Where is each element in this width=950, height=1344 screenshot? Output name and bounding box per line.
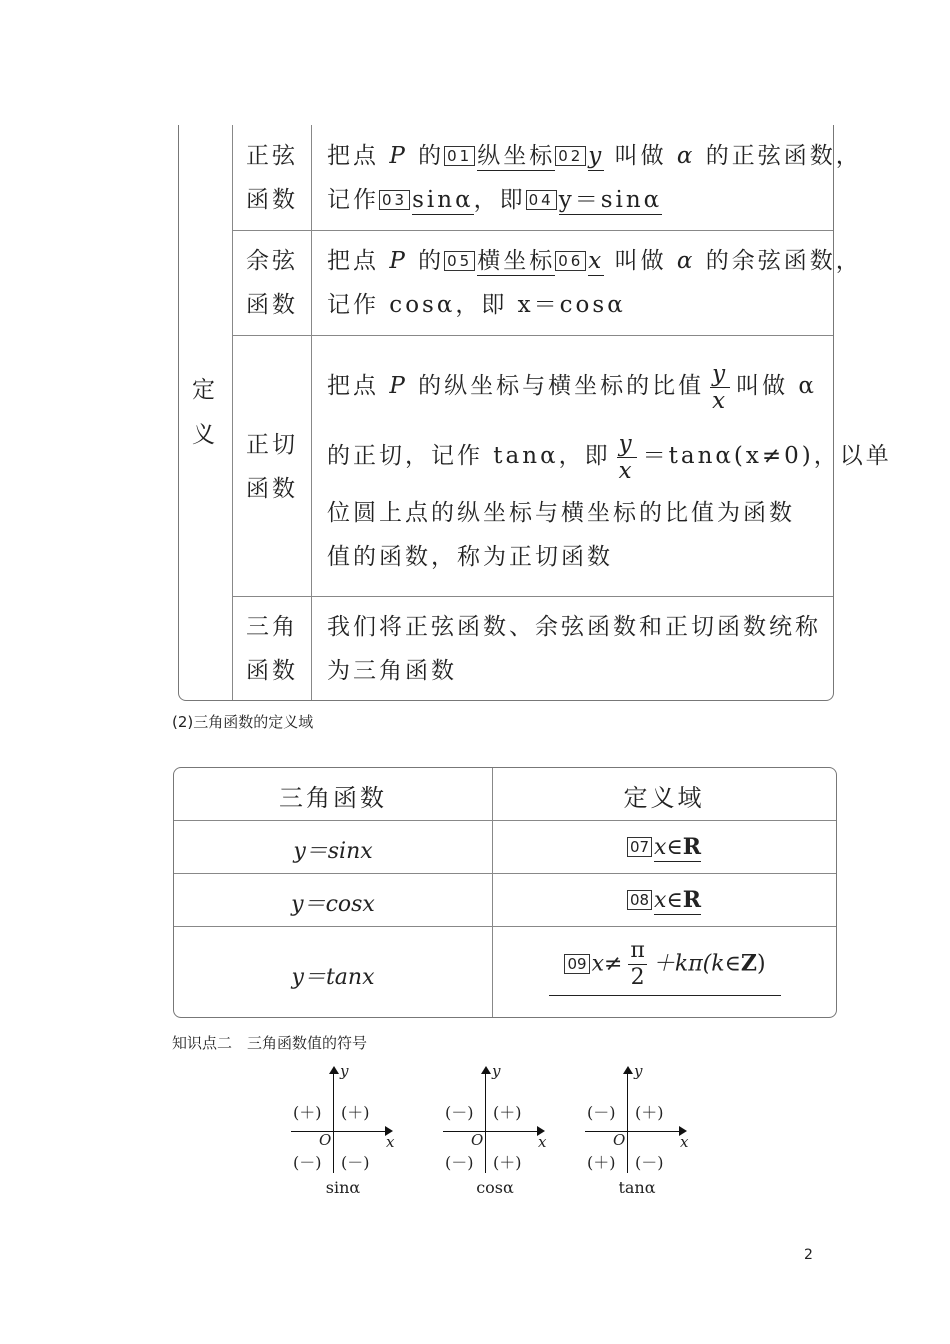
answer: x≠ xyxy=(591,951,623,977)
term-line: 余弦 xyxy=(246,248,298,274)
y-axis xyxy=(485,1070,486,1173)
answer: y＝sinα xyxy=(558,187,663,213)
sign-figures xyxy=(283,1058,703,1203)
desc-line xyxy=(327,239,862,283)
cosine-definition xyxy=(327,239,862,327)
column-divider xyxy=(311,125,312,700)
quadrant-1-sign: (＋) xyxy=(341,1103,370,1122)
row-divider xyxy=(174,820,836,821)
term-line: 函数 xyxy=(246,476,298,502)
text: 的纵坐标与横坐标的比值 xyxy=(407,373,705,399)
text: ，即 xyxy=(473,187,526,213)
y-label: y xyxy=(340,1062,349,1080)
quadrant-3-sign: (＋) xyxy=(587,1153,616,1172)
x-axis xyxy=(291,1131,391,1132)
page-number: 2 xyxy=(804,1247,813,1263)
section-title: 知识点二 三角函数值的符号 xyxy=(172,1034,368,1052)
blank-number: 06 xyxy=(555,251,586,271)
column-divider xyxy=(232,125,233,700)
answer: 横坐标 xyxy=(477,248,556,274)
arrow-up-icon xyxy=(623,1066,633,1074)
blank-number: 04 xyxy=(526,190,557,210)
sign-figure-cos xyxy=(435,1058,555,1203)
term-line: 函数 xyxy=(246,292,298,318)
quadrant-4-sign: (＋) xyxy=(493,1153,522,1172)
text: 叫做 xyxy=(604,143,677,169)
desc-line: 为三角函数 xyxy=(327,658,457,684)
figure-label: tanα xyxy=(618,1178,656,1197)
origin-label: O xyxy=(471,1131,484,1149)
desc-line: 记作 cosα，即 x＝cosα xyxy=(327,292,626,318)
domain-tan xyxy=(549,938,781,996)
blank-number: 08 xyxy=(627,890,652,910)
row-divider xyxy=(174,873,836,874)
text: 叫做 α xyxy=(736,373,817,399)
set-symbol: R xyxy=(682,834,702,860)
denominator: x xyxy=(712,387,729,414)
y-axis xyxy=(333,1070,334,1173)
numerator: π xyxy=(630,938,645,963)
x-label: x xyxy=(386,1133,395,1151)
text: 叫做 xyxy=(604,248,677,274)
desc-line xyxy=(327,421,892,491)
func-sin: y＝sinx xyxy=(293,839,373,864)
text: 把点 xyxy=(327,248,390,274)
alpha: α xyxy=(676,248,696,274)
quadrant-2-sign: (－) xyxy=(445,1103,474,1122)
desc-line: 位圆上点的纵坐标与横坐标的比值为函数 xyxy=(327,500,795,526)
text: 记作 xyxy=(327,187,379,213)
text: 的 xyxy=(407,143,445,169)
text: 的余弦函数， xyxy=(695,248,862,274)
definition-label-char: 义 xyxy=(192,422,218,448)
x-label: x xyxy=(538,1133,547,1151)
fraction-y-over-x xyxy=(710,361,730,414)
header-domain: 定义域 xyxy=(623,784,705,812)
answer: 纵坐标 xyxy=(477,143,556,169)
row-divider xyxy=(232,230,833,231)
text: ＝tanα(x≠0)，以单 xyxy=(642,443,892,469)
desc-line xyxy=(327,351,822,421)
arrow-up-icon xyxy=(481,1066,491,1074)
figure-label: sinα xyxy=(325,1178,361,1197)
y-label: y xyxy=(492,1062,501,1080)
term-trig xyxy=(235,605,309,693)
quadrant-1-sign: (＋) xyxy=(635,1103,664,1122)
tangent-definition xyxy=(327,351,892,579)
point-p: P xyxy=(389,143,408,169)
origin-label: O xyxy=(613,1131,626,1149)
answer: x∈ xyxy=(654,888,683,913)
row-divider xyxy=(174,926,836,927)
denominator: 2 xyxy=(630,965,645,990)
x-axis xyxy=(585,1131,685,1132)
desc-line: 我们将正弦函数、余弦函数和正切函数统称 xyxy=(327,614,821,640)
quadrant-2-sign: (＋) xyxy=(293,1103,322,1122)
fraction-pi-over-2 xyxy=(628,938,646,991)
answer: y xyxy=(588,143,605,169)
numerator: y xyxy=(712,360,729,387)
text: 的正切，记作 tanα，即 xyxy=(327,443,611,469)
text: 的 xyxy=(407,248,445,274)
text: 把点 xyxy=(327,143,390,169)
domain-cos xyxy=(492,887,836,913)
x-axis xyxy=(443,1131,543,1132)
set-symbol: R xyxy=(682,887,702,913)
term-line: 正切 xyxy=(246,432,298,458)
x-label: x xyxy=(680,1133,689,1151)
close-paren: ) xyxy=(756,951,766,977)
arrow-up-icon xyxy=(329,1066,339,1074)
answer: sinα xyxy=(412,187,474,213)
func-tan: y＝tanx xyxy=(291,965,375,990)
quadrant-4-sign: (－) xyxy=(341,1153,370,1172)
quadrant-2-sign: (－) xyxy=(587,1103,616,1122)
sine-definition xyxy=(327,134,862,222)
figure-label: cosα xyxy=(476,1178,514,1197)
sign-figure-sin xyxy=(283,1058,403,1203)
term-line: 函数 xyxy=(246,658,298,684)
blank-number: 01 xyxy=(444,146,475,166)
desc-line: 值的函数，称为正切函数 xyxy=(327,544,613,570)
desc-line xyxy=(327,178,822,222)
blank-number: 05 xyxy=(444,251,475,271)
blank-number: 03 xyxy=(379,190,410,210)
row-divider xyxy=(232,335,833,336)
quadrant-3-sign: (－) xyxy=(445,1153,474,1172)
y-label: y xyxy=(634,1062,643,1080)
denominator: x xyxy=(618,457,635,484)
point-p: P xyxy=(389,373,408,399)
header-function: 三角函数 xyxy=(279,784,387,812)
domain-caption: (2)三角函数的定义域 xyxy=(172,713,314,731)
blank-number: 09 xyxy=(564,954,589,974)
text: 把点 xyxy=(327,373,390,399)
y-axis xyxy=(627,1070,628,1173)
term-cosine xyxy=(235,239,309,327)
set-symbol: Z xyxy=(740,950,757,977)
domain-table xyxy=(173,767,837,1018)
answer: x xyxy=(588,248,605,274)
answer: x∈ xyxy=(654,835,683,860)
definition-label-char: 定 xyxy=(192,377,218,403)
blank-number: 07 xyxy=(627,837,652,857)
text: 的正弦函数， xyxy=(695,143,862,169)
trig-definition xyxy=(327,605,822,693)
alpha: α xyxy=(676,143,696,169)
desc-line xyxy=(327,134,862,178)
answer-tail: ＋kπ(k∈ xyxy=(652,951,741,977)
term-line: 函数 xyxy=(246,187,298,213)
term-sine xyxy=(235,134,309,222)
row-divider xyxy=(232,596,833,597)
term-line: 正弦 xyxy=(246,143,298,169)
domain-sin xyxy=(492,834,836,860)
definition-table xyxy=(178,125,892,701)
blank-number: 02 xyxy=(555,146,586,166)
term-tangent xyxy=(235,423,309,511)
origin-label: O xyxy=(319,1131,332,1149)
numerator: y xyxy=(618,430,635,457)
quadrant-1-sign: (＋) xyxy=(493,1103,522,1122)
func-cos: y＝cosx xyxy=(291,892,375,917)
sign-figure-tan xyxy=(577,1058,697,1203)
fraction-y-over-x xyxy=(617,431,637,484)
term-line: 三角 xyxy=(246,614,298,640)
quadrant-4-sign: (－) xyxy=(635,1153,664,1172)
point-p: P xyxy=(389,248,408,274)
quadrant-3-sign: (－) xyxy=(293,1153,322,1172)
